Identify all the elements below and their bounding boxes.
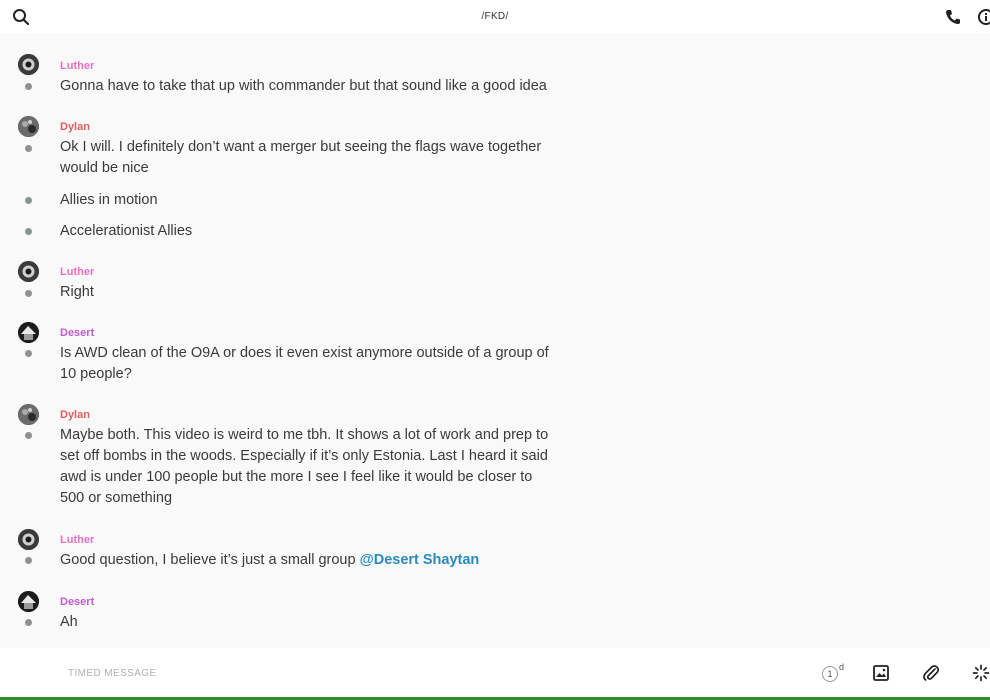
sender-name[interactable]: Luther [60, 534, 95, 546]
message-dot [25, 350, 32, 357]
message-text: Ok I will. I definitely don’t want a merger but seeing the flags wave together would be nice [60, 139, 542, 176]
message-dot [25, 557, 32, 564]
timer-unit: d [839, 662, 845, 672]
message-input[interactable]: TIMED MESSAGE [68, 668, 157, 679]
avatar[interactable] [18, 322, 39, 343]
timer-button[interactable] [822, 664, 846, 684]
message-dot [25, 228, 32, 235]
sender-name[interactable]: Desert [60, 327, 95, 339]
timer-value: 1 [822, 666, 838, 682]
sender-name[interactable]: Luther [60, 266, 95, 278]
header-bar [0, 0, 990, 34]
sender-name[interactable]: Dylan [60, 409, 90, 421]
info-icon[interactable] [977, 8, 990, 26]
avatar[interactable] [18, 404, 39, 425]
image-icon[interactable] [872, 664, 890, 682]
sparkle-icon[interactable] [972, 664, 990, 682]
paperclip-icon[interactable] [922, 664, 940, 682]
message-text: Right [60, 284, 94, 300]
sender-name[interactable]: Luther [60, 60, 95, 72]
message-dot [25, 619, 32, 626]
message-dot [25, 290, 32, 297]
message-text: Maybe both. This video is weird to me tbh. It shows a lot of work and prep to set off bombs in the woods. Especially if it’s only Estonia. Last I heard it said awd is under 100 people but the more I see I feel like it would be closer to 500 or something [60, 427, 549, 506]
message-text: Allies in motion [60, 192, 158, 208]
message-text: Accelerationist Allies [60, 223, 193, 239]
user-mention-link[interactable]: @Desert Shaytan [359, 552, 480, 568]
avatar[interactable] [18, 116, 39, 137]
message-text [60, 550, 560, 571]
message-text: Ah [60, 614, 78, 630]
message-dot [25, 145, 32, 152]
message-dot [25, 83, 32, 90]
message-dot [25, 432, 32, 439]
message-dot [25, 197, 32, 204]
sender-name[interactable]: Desert [60, 596, 95, 608]
message-text-body: Good question, I believe it’s just a small group [60, 552, 360, 568]
conversation-title: /FKD/ [481, 11, 509, 22]
avatar[interactable] [18, 591, 39, 612]
message-list[interactable] [0, 34, 990, 648]
phone-icon[interactable] [944, 8, 962, 26]
sender-name[interactable]: Dylan [60, 121, 90, 133]
message-text: Is AWD clean of the O9A or does it even exist anymore outside of a group of 10 people? [60, 345, 549, 382]
avatar[interactable] [18, 261, 39, 282]
avatar[interactable] [18, 54, 39, 75]
message-text: Gonna have to take that up with commander but that sound like a good idea [60, 78, 547, 94]
avatar[interactable] [18, 529, 39, 550]
